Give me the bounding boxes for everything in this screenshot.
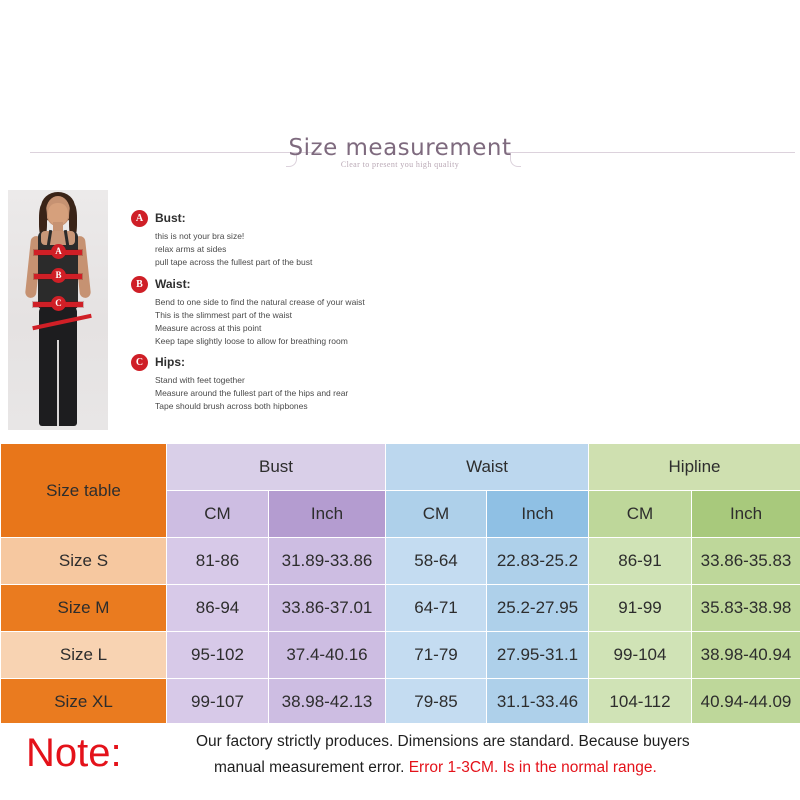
- page-subtitle: Clear to present you high quality: [340, 160, 460, 169]
- note-label: Note:: [26, 731, 122, 775]
- guide-title-waist: Waist:: [155, 277, 191, 291]
- cell-hip-cm: 91-99: [589, 585, 692, 632]
- guide-line: Tape should brush across both hipbones: [155, 401, 308, 411]
- table-row: [1, 538, 800, 585]
- model-badge-b: B: [51, 268, 66, 283]
- note-line-2-plain: manual measurement error.: [214, 759, 409, 776]
- cell-hip-inch: 38.98-40.94: [692, 632, 800, 679]
- guide-line: relax arms at sides: [155, 244, 227, 254]
- cell-bust-inch: 38.98-42.13: [269, 679, 386, 726]
- row-size-label: Size M: [1, 585, 167, 632]
- cell-bust-inch: 33.86-37.01: [269, 585, 386, 632]
- note-section: [0, 723, 800, 800]
- unit-header-waist-cm: CM: [386, 491, 487, 538]
- row-size-label: Size XL: [1, 679, 167, 726]
- note-line-2: [214, 759, 657, 777]
- note-line-1: Our factory strictly produces. Dimensions are standard. Because buyers: [196, 733, 690, 750]
- table-row: [1, 679, 800, 726]
- cell-waist-inch: 22.83-25.2: [487, 538, 589, 585]
- table-row: [1, 585, 800, 632]
- guide-line: This is the slimmest part of the waist: [155, 310, 292, 320]
- cell-bust-cm: 86-94: [167, 585, 269, 632]
- badge-a-icon: A: [131, 210, 148, 227]
- row-size-label: Size L: [1, 632, 167, 679]
- guide-line: Measure around the fullest part of the hips and rear: [155, 388, 349, 398]
- guide-lines-waist: [155, 296, 365, 348]
- header: [0, 0, 800, 180]
- unit-header-waist-inch: Inch: [487, 491, 589, 538]
- model-badge-c: C: [51, 296, 66, 311]
- table-row: [1, 632, 800, 679]
- cell-waist-cm: 71-79: [386, 632, 487, 679]
- note-line-2-highlight: Error 1-3CM. Is in the normal range.: [408, 759, 657, 776]
- page-title: Size measurement: [288, 135, 512, 161]
- badge-c-icon: C: [131, 354, 148, 371]
- unit-header-bust-inch: Inch: [269, 491, 386, 538]
- model-photo: [8, 190, 108, 430]
- group-header-waist: Waist: [386, 444, 589, 491]
- cell-waist-cm: 64-71: [386, 585, 487, 632]
- row-size-label: Size S: [1, 538, 167, 585]
- cell-bust-cm: 99-107: [167, 679, 269, 726]
- cell-hip-cm: 86-91: [589, 538, 692, 585]
- guide-line: Stand with feet together: [155, 375, 245, 385]
- guide-title-bust: Bust:: [155, 211, 186, 225]
- cell-hip-inch: 35.83-38.98: [692, 585, 800, 632]
- badge-b-icon: B: [131, 276, 148, 293]
- unit-header-hip-cm: CM: [589, 491, 692, 538]
- model-leg-gap: [57, 340, 59, 426]
- guide-lines-bust: [155, 230, 312, 269]
- cell-waist-cm: 58-64: [386, 538, 487, 585]
- size-table: [0, 443, 800, 726]
- cell-hip-inch: 33.86-35.83: [692, 538, 800, 585]
- table-corner-label: Size table: [1, 444, 167, 538]
- cell-waist-cm: 79-85: [386, 679, 487, 726]
- cell-hip-cm: 99-104: [589, 632, 692, 679]
- group-header-hipline: Hipline: [589, 444, 800, 491]
- group-header-bust: Bust: [167, 444, 386, 491]
- guide-lines-hips: [155, 374, 348, 413]
- cell-waist-inch: 31.1-33.46: [487, 679, 589, 726]
- measurement-guide-section: [0, 180, 800, 442]
- guide-line: Keep tape slightly loose to allow for breathing room: [155, 336, 348, 346]
- guide-line: Bend to one side to find the natural crease of your waist: [155, 297, 365, 307]
- cell-hip-cm: 104-112: [589, 679, 692, 726]
- cell-waist-inch: 25.2-27.95: [487, 585, 589, 632]
- guide-title-hips: Hips:: [155, 355, 185, 369]
- cell-bust-inch: 37.4-40.16: [269, 632, 386, 679]
- unit-header-bust-cm: CM: [167, 491, 269, 538]
- cell-waist-inch: 27.95-31.1: [487, 632, 589, 679]
- guide-line: pull tape across the fullest part of the bust: [155, 257, 313, 267]
- cell-hip-inch: 40.94-44.09: [692, 679, 800, 726]
- guide-line: this is not your bra size!: [155, 231, 245, 241]
- guide-line: Measure across at this point: [155, 323, 262, 333]
- unit-header-hip-inch: Inch: [692, 491, 800, 538]
- cell-bust-cm: 95-102: [167, 632, 269, 679]
- cell-bust-cm: 81-86: [167, 538, 269, 585]
- table-header-row-groups: [1, 444, 800, 491]
- cell-bust-inch: 31.89-33.86: [269, 538, 386, 585]
- model-badge-a: A: [51, 244, 66, 259]
